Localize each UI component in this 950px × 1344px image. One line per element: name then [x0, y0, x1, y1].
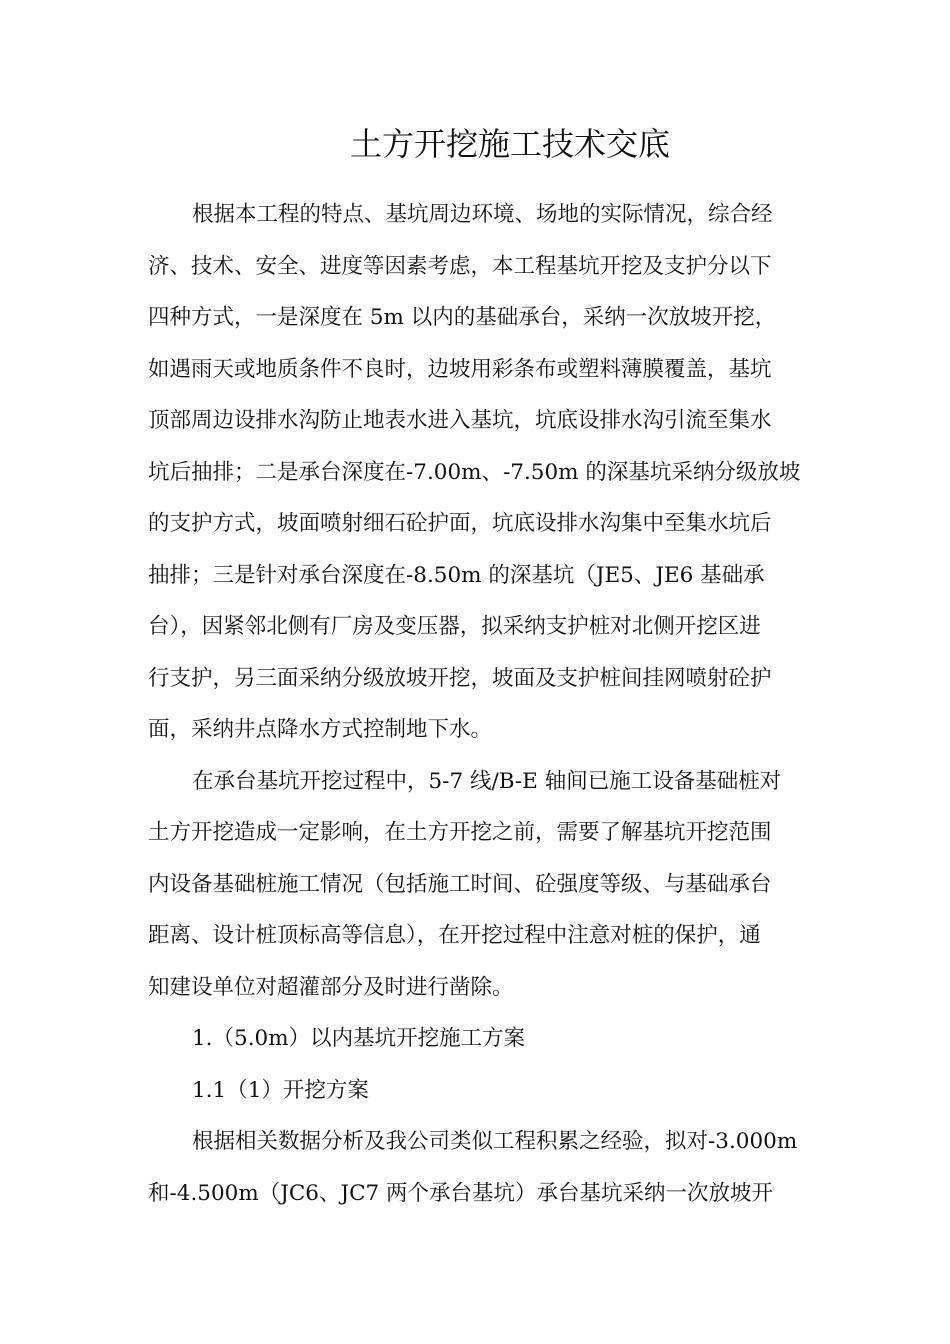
paragraph-3-line-1: 根据相关数据分析及我公司类似工程积累之经验，拟对-3.000m [192, 1129, 798, 1154]
paragraph-1-line-2: 济、技术、安全、进度等因素考虑，本工程基坑开挖及支护分以下 [148, 254, 772, 279]
paragraph-2-line-2: 土方开挖造成一定影响，在土方开挖之前，需要了解基坑开挖范围 [148, 820, 772, 845]
section-heading-1: 1.（5.0m）以内基坑开挖施工方案 [192, 1026, 526, 1051]
paragraph-1-line-1: 根据本工程的特点、基坑周边环境、场地的实际情况，综合经 [192, 202, 773, 227]
paragraph-3-line-2: 和-4.500m（JC6、JC7 两个承台基坑）承台基坑采纳一次放坡开 [148, 1181, 774, 1206]
section-heading-1-1: 1.1（1）开挖方案 [192, 1078, 369, 1103]
paragraph-1-line-9: 台），因紧邻北侧有厂房及变压器，拟采纳支护桩对北侧开挖区进 [148, 614, 761, 639]
paragraph-1-line-11: 面，采纳井点降水方式控制地下水。 [148, 717, 493, 742]
paragraph-1-line-6: 坑后抽排；二是承台深度在-7.00m、-7.50m 的深基坑采纳分级放坡 [148, 460, 801, 485]
paragraph-2-line-1: 在承台基坑开挖过程中，5-7 线/B-E 轴间已施工设备基础桩对 [192, 769, 782, 794]
paragraph-1-line-4: 如遇雨天或地质条件不良时，边坡用彩条布或塑料薄膜覆盖，基坑 [148, 357, 772, 382]
paragraph-1-line-7: 的支护方式，坡面喷射细石砼护面，坑底设排水沟集中至集水坑后 [148, 511, 772, 536]
paragraph-1-line-10: 行支护，另三面采纳分级放坡开挖，坡面及支护桩间挂网喷射砼护 [148, 666, 772, 691]
paragraph-2-line-3: 内设备基础桩施工情况（包括施工时间、砼强度等级、与基础承台 [148, 872, 772, 897]
paragraph-2-line-5: 知建设单位对超灌部分及时进行凿除。 [148, 975, 514, 1000]
paragraph-1-line-8: 抽排；三是针对承台深度在-8.50m 的深基坑（JE5、JE6 基础承 [148, 563, 765, 588]
paragraph-1-line-5: 顶部周边设排水沟防止地表水进入基坑，坑底设排水沟引流至集水 [148, 408, 772, 433]
paragraph-2-line-4: 距离、设计桩顶标高等信息），在开挖过程中注意对桩的保护，通 [148, 923, 761, 948]
paragraph-1-line-3: 四种方式，一是深度在 5m 以内的基础承台，采纳一次放坡开挖， [148, 305, 777, 330]
document-title: 土方开挖施工技术交底 [349, 125, 670, 163]
